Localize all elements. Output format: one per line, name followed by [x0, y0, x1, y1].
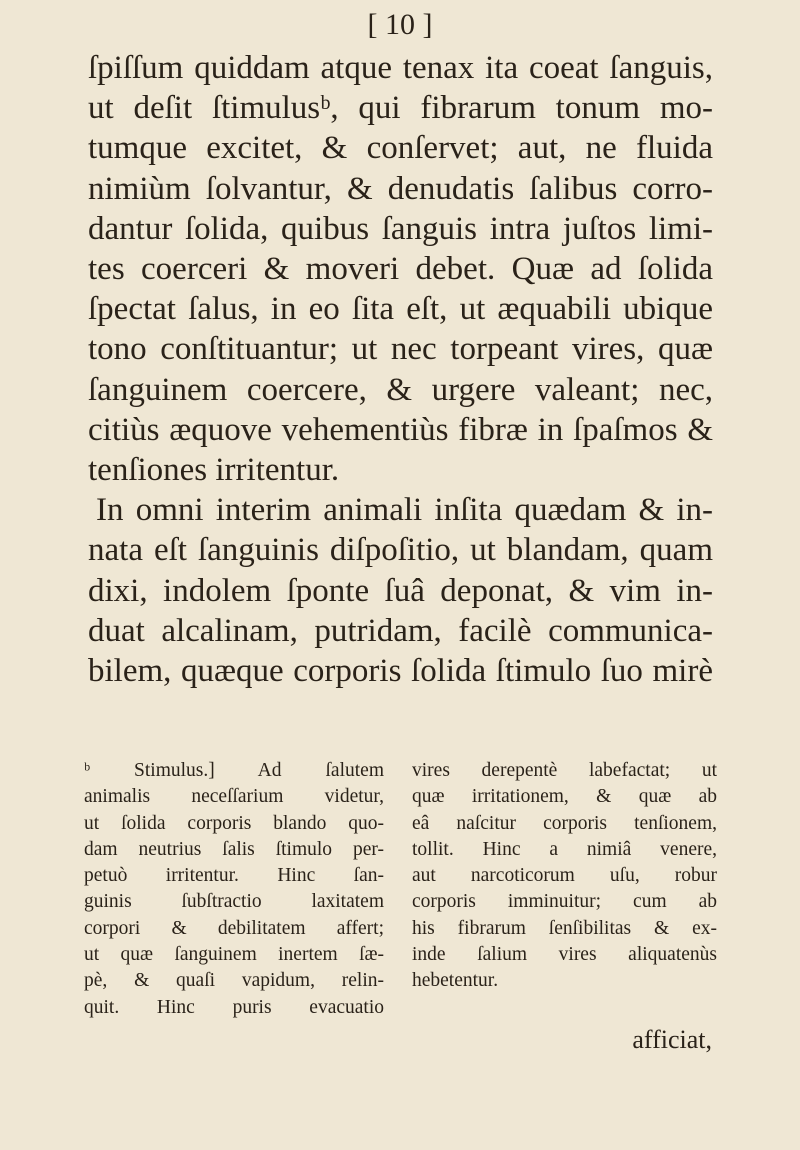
text-line: tenſiones irritentur. — [88, 452, 340, 489]
catchword: afficiat, — [632, 1025, 712, 1054]
text-line: dantur ſolida, quibus ſanguis intra juſtos limi- — [88, 210, 713, 247]
text-line: eâ naſcitur corporis tenſionem, — [412, 812, 717, 834]
text-line: inde ſalium vires aliquatenùs — [412, 944, 717, 966]
text-line: dixi, indolem ſponte ſuâ deponat, & vim in- — [88, 572, 713, 609]
text-line: his fibrarum ſenſibilitas & ex- — [412, 917, 717, 939]
text-line: hebetentur. — [412, 970, 499, 992]
text-line: ut ſolida corporis blando quo- — [84, 812, 384, 834]
text-line: ſpectat ſalus, in eo ſita eſt, ut æquabili ubique — [88, 291, 713, 328]
text-line: citiùs æquove vehementiùs fibræ in ſpaſmos & — [88, 411, 713, 448]
text-line: tumque excitet, & conſervet; aut, ne fluida — [88, 130, 713, 167]
text-line: ſpiſſum quiddam atque tenax ita coeat ſanguis, — [88, 50, 713, 86]
text-line: vires derepentè labefactat; ut — [412, 760, 717, 781]
text-line: nimiùm ſolvantur, & denudatis ſalibus corro- — [88, 170, 713, 207]
text-line: petuò irritentur. Hinc ſan- — [84, 865, 384, 887]
text-line: tes coerceri & moveri debet. Quæ ad ſolida — [88, 251, 713, 288]
footnote-right-column — [412, 758, 717, 995]
text-line: ut quæ ſanguinem inertem ſæ- — [84, 944, 384, 966]
text-line: ᵇ Stimulus.] Ad ſalutem — [84, 760, 384, 781]
text-line: corpori & debilitatem affert; — [84, 917, 384, 939]
text-line: quit. Hinc puris evacuatio — [84, 996, 384, 1018]
text-line: ſanguinem coercere, & urgere valeant; nec, — [88, 371, 713, 408]
text-line: quæ irritationem, & quæ ab — [412, 786, 717, 808]
text-line: dam neutrius ſalis ſtimulo per- — [84, 838, 384, 860]
text-line: bilem, quæque corporis ſolida ſtimulo ſuo mirè — [88, 653, 713, 690]
text-line: tollit. Hinc a nimiâ venere, — [412, 838, 717, 860]
main-text — [88, 48, 713, 691]
text-line: ut deſit ſtimulusᵇ, qui fibrarum tonum mo- — [88, 90, 713, 127]
page-number: [ 10 ] — [367, 8, 433, 41]
text-line: In omni interim animali inſita quædam & in- — [96, 492, 713, 529]
text-line: pè, & quaſi vapidum, relin- — [84, 970, 384, 992]
text-line: guinis ſubſtractio laxitatem — [84, 891, 384, 913]
text-line: corporis imminuitur; cum ab — [412, 891, 717, 913]
text-line: duat alcalinam, putridam, facilè communica- — [88, 612, 713, 649]
text-line: animalis neceſſarium videtur, — [84, 786, 384, 808]
text-line: nata eſt ſanguinis diſpoſitio, ut blandam, quam — [88, 532, 713, 569]
footnote-left-column — [84, 758, 384, 1021]
text-line: tono conſtituantur; ut nec torpeant vires, quæ — [88, 331, 713, 368]
text-line: aut narcoticorum uſu, robur — [412, 865, 717, 887]
